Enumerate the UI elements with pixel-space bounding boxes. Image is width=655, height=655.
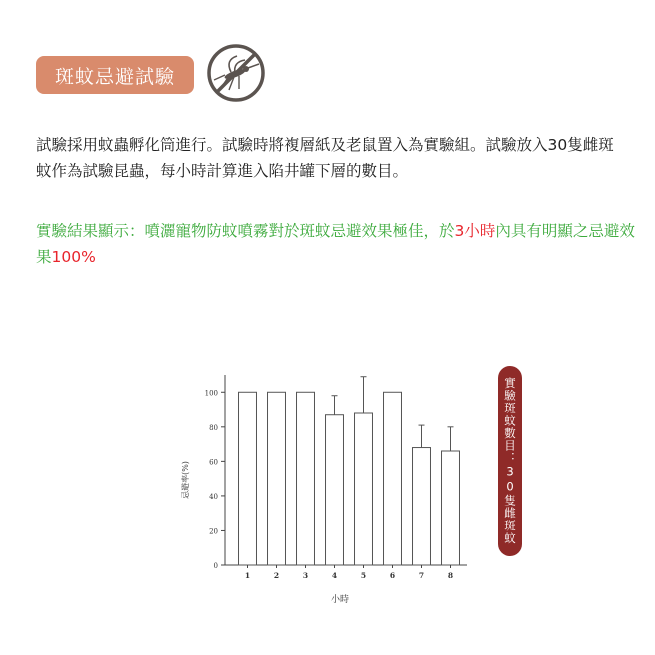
x-tick-label: 4 [331,571,338,580]
x-tick-label: 7 [418,571,425,580]
bar [413,448,431,565]
result-paragraph [36,218,636,270]
x-tick-label: 5 [360,571,367,580]
side-label: 實驗斑蚊數目：30隻雌斑蚊 [498,366,522,556]
bar [268,392,286,565]
title-badge-label: 斑蚊忌避試驗 [54,65,175,88]
y-axis-label: 忌避率(%) [181,461,190,499]
x-tick-label: 6 [389,571,396,580]
y-tick-label: 60 [209,458,218,467]
result-percent: 100% [51,248,96,266]
x-tick-label: 1 [244,571,251,580]
y-tick-label: 20 [209,527,218,536]
x-tick-label: 3 [302,571,309,580]
result-middle: 內具有明顯之忌避效果 [36,222,635,266]
bar [355,413,373,565]
intro-paragraph: 試驗採用蚊蟲孵化筒進行。試驗時將複層紙及老鼠置入為實驗組。試驗放入30隻雌斑蚊作為試驗昆蟲，每小時計算進入陷井罐下層的數目。 [36,136,614,180]
result-prefix: 實驗結果顯示：噴灑寵物防蚊噴霧對於斑蚊忌避效果極佳，於 [36,222,455,240]
no-mosquito-icon [205,42,267,104]
chart-svg [180,370,490,610]
bar [442,451,460,565]
result-hours: 3小時 [454,222,496,240]
y-tick-label: 40 [209,492,218,501]
x-tick-label: 2 [273,571,280,580]
chart [180,370,490,610]
bar [239,392,257,565]
x-axis-label: 小時 [330,595,350,605]
y-tick-label: 80 [209,423,218,432]
bar [297,392,315,565]
title-badge [36,56,194,94]
y-tick-label: 0 [213,562,218,570]
x-tick-label: 8 [447,571,454,580]
bar [326,415,344,565]
bar [384,392,402,565]
y-tick-label: 100 [204,389,218,398]
